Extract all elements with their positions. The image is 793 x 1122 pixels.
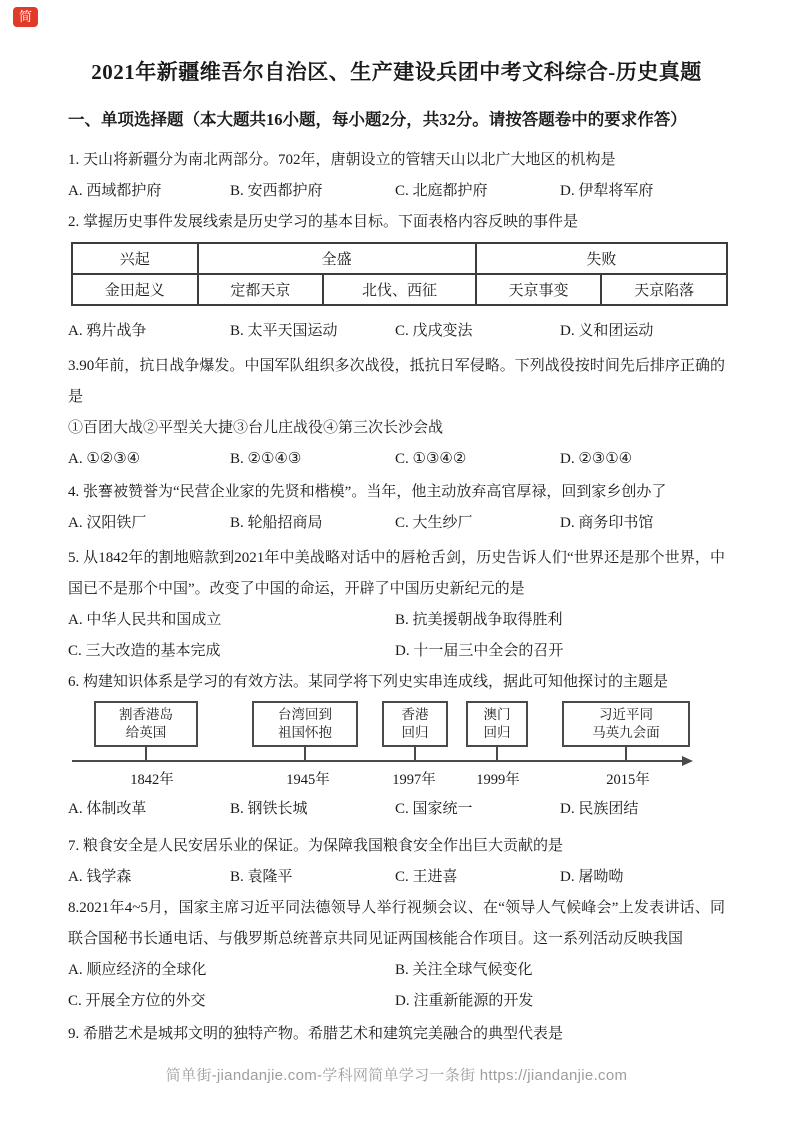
- option-8b: B. 关注全球气候变化: [395, 962, 533, 978]
- timeline-event-box: [382, 701, 448, 747]
- timeline-year: 2015年: [606, 772, 650, 788]
- event-label: 给英国: [125, 725, 167, 740]
- event-label: 马英九会面: [592, 725, 660, 740]
- timeline-stem: [625, 745, 627, 761]
- table-header-cell: 兴起: [72, 243, 198, 274]
- question-3-options: [68, 444, 725, 475]
- event-label: 割香港岛: [119, 707, 173, 722]
- timeline-event-box: [94, 701, 198, 747]
- option-4d: D. 商务印书馆: [560, 515, 654, 531]
- option-1c: C. 北庭都护府: [395, 183, 488, 199]
- timeline-year: 1997年: [392, 772, 436, 788]
- timeline-year: 1945年: [286, 772, 330, 788]
- timeline-stem: [496, 745, 498, 761]
- option-3b: B. ②①④③: [230, 451, 302, 467]
- option-3a: A. ①②③④: [68, 451, 141, 467]
- question-1-options: [68, 176, 725, 207]
- event-label: 回归: [401, 725, 429, 740]
- question-5-options-row1: [68, 605, 725, 636]
- option-7b: B. 袁隆平: [230, 869, 293, 885]
- option-2d: D. 义和团运动: [560, 323, 654, 339]
- question-9-text: 9. 希腊艺术是城邦文明的独特产物。希腊艺术和建筑完美融合的典型代表是: [68, 1026, 564, 1042]
- table-header-cell: 全盛: [198, 243, 476, 274]
- question-3-list: ①百团大战②平型关大捷③台儿庄战役④第三次长沙会战: [68, 420, 444, 436]
- option-1a: A. 西域都护府: [68, 183, 162, 199]
- table-header-row: [72, 243, 727, 274]
- timeline-year: 1999年: [476, 772, 520, 788]
- option-2b: B. 太平天国运动: [230, 323, 338, 339]
- option-8c: C. 开展全方位的外交: [68, 993, 206, 1009]
- event-label: 台湾回到: [278, 707, 332, 722]
- timeline-event-box: [466, 701, 528, 747]
- question-1-text: 1. 天山将新疆分为南北两部分。702年，唐朝设立的管辖天山以北广大地区的机构是: [68, 152, 616, 168]
- question-4-options: [68, 508, 725, 539]
- option-6b: B. 钢铁长城: [230, 801, 308, 817]
- table-cell: 天京事变: [476, 274, 602, 305]
- timeline-stem: [414, 745, 416, 761]
- event-label: 回归: [483, 725, 511, 740]
- option-5b: B. 抗美援朝战争取得胜利: [395, 612, 563, 628]
- question-8-text: 8.2021年4~5月，国家主席习近平同法德领导人举行视频会议、在“领导人气候峰会”上发表讲话、同联合国秘书长通电话、与俄罗斯总统普京共同见证两国核能合作项目。这一系列活动反映我国: [68, 900, 725, 947]
- option-4c: C. 大生纱厂: [395, 515, 473, 531]
- question-8-options-row1: [68, 955, 725, 986]
- table-cell: 定都天京: [198, 274, 324, 305]
- timeline-event-box: [252, 701, 358, 747]
- table-data-row: [72, 274, 727, 305]
- option-8a: A. 顺应经济的全球化: [68, 962, 207, 978]
- option-7d: D. 屠呦呦: [560, 869, 624, 885]
- option-5d: D. 十一届三中全会的召开: [395, 643, 564, 659]
- option-7a: A. 钱学森: [68, 869, 132, 885]
- question-2-options: [68, 316, 725, 347]
- question-6-options: [68, 794, 725, 825]
- page-title: 2021年新疆维吾尔自治区、生产建设兵团中考文科综合-历史真题: [91, 60, 702, 84]
- event-label: 澳门: [483, 707, 511, 722]
- option-6d: D. 民族团结: [560, 801, 639, 817]
- question-7-options: [68, 862, 725, 893]
- question-5-text: 5. 从1842年的割地赔款到2021年中美战略对话中的唇枪舌剑，历史告诉人们“世界还是那个世界，中国已不是那个中国”。改变了中国的命运，开辟了中国历史新纪元的是: [68, 550, 725, 597]
- option-2c: C. 戊戌变法: [395, 323, 473, 339]
- event-label: 香港: [401, 707, 429, 722]
- option-7c: C. 王进喜: [395, 869, 458, 885]
- option-8d: D. 注重新能源的开发: [395, 993, 534, 1009]
- timeline-stem: [145, 745, 147, 761]
- question-5-options-row2: [68, 636, 725, 667]
- table-header-cell: 失败: [476, 243, 727, 274]
- question-7-text: 7. 粮食安全是人民安居乐业的保证。为保障我国粮食安全作出巨大贡献的是: [68, 838, 564, 854]
- option-6a: A. 体制改革: [68, 801, 147, 817]
- option-6c: C. 国家统一: [395, 801, 473, 817]
- timeline-axis: [72, 760, 686, 762]
- option-2a: A. 鸦片战争: [68, 323, 147, 339]
- question-6-text: 6. 构建知识体系是学习的有效方法。某同学将下列史实串连成线，据此可知他探讨的主题是: [68, 674, 669, 690]
- timeline-arrow-icon: [682, 756, 693, 766]
- option-5a: A. 中华人民共和国成立: [68, 612, 222, 628]
- event-label: 祖国怀抱: [278, 725, 332, 740]
- option-4a: A. 汉阳铁厂: [68, 515, 147, 531]
- timeline-diagram: [68, 698, 725, 794]
- question-8-options-row2: [68, 986, 725, 1017]
- option-4b: B. 轮船招商局: [230, 515, 323, 531]
- option-1b: B. 安西都护府: [230, 183, 323, 199]
- footer-watermark: 简单街-jiandanjie.com-学科网简单学习一条街 https://jiandanjie.com: [165, 1067, 628, 1084]
- question-3-text: 3.90年前，抗日战争爆发。中国军队组织多次战役，抵抗日军侵略。下列战役按时间先后排序正确的是: [68, 358, 725, 405]
- table-cell: 北伐、西征: [323, 274, 476, 305]
- table-cell: 金田起义: [72, 274, 198, 305]
- timeline-event-box: [562, 701, 690, 747]
- site-logo-icon: 简: [13, 7, 38, 27]
- section-heading: 一、单项选择题（本大题共16小题，每小题2分，共32分。请按答题卷中的要求作答）: [68, 110, 687, 129]
- table-cell: 天京陷落: [601, 274, 727, 305]
- option-1d: D. 伊犁将军府: [560, 183, 654, 199]
- option-3c: C. ①③④②: [395, 451, 467, 467]
- timeline-stem: [304, 745, 306, 761]
- taiping-rebellion-table: [71, 242, 728, 306]
- option-5c: C. 三大改造的基本完成: [68, 643, 221, 659]
- question-2-text: 2. 掌握历史事件发展线索是历史学习的基本目标。下面表格内容反映的事件是: [68, 214, 579, 230]
- event-label: 习近平同: [599, 707, 653, 722]
- option-3d: D. ②③①④: [560, 451, 633, 467]
- question-4-text: 4. 张謇被赞誉为“民营企业家的先贤和楷模”。当年，他主动放弃高官厚禄，回到家乡创办了: [68, 484, 667, 500]
- timeline-year: 1842年: [130, 772, 174, 788]
